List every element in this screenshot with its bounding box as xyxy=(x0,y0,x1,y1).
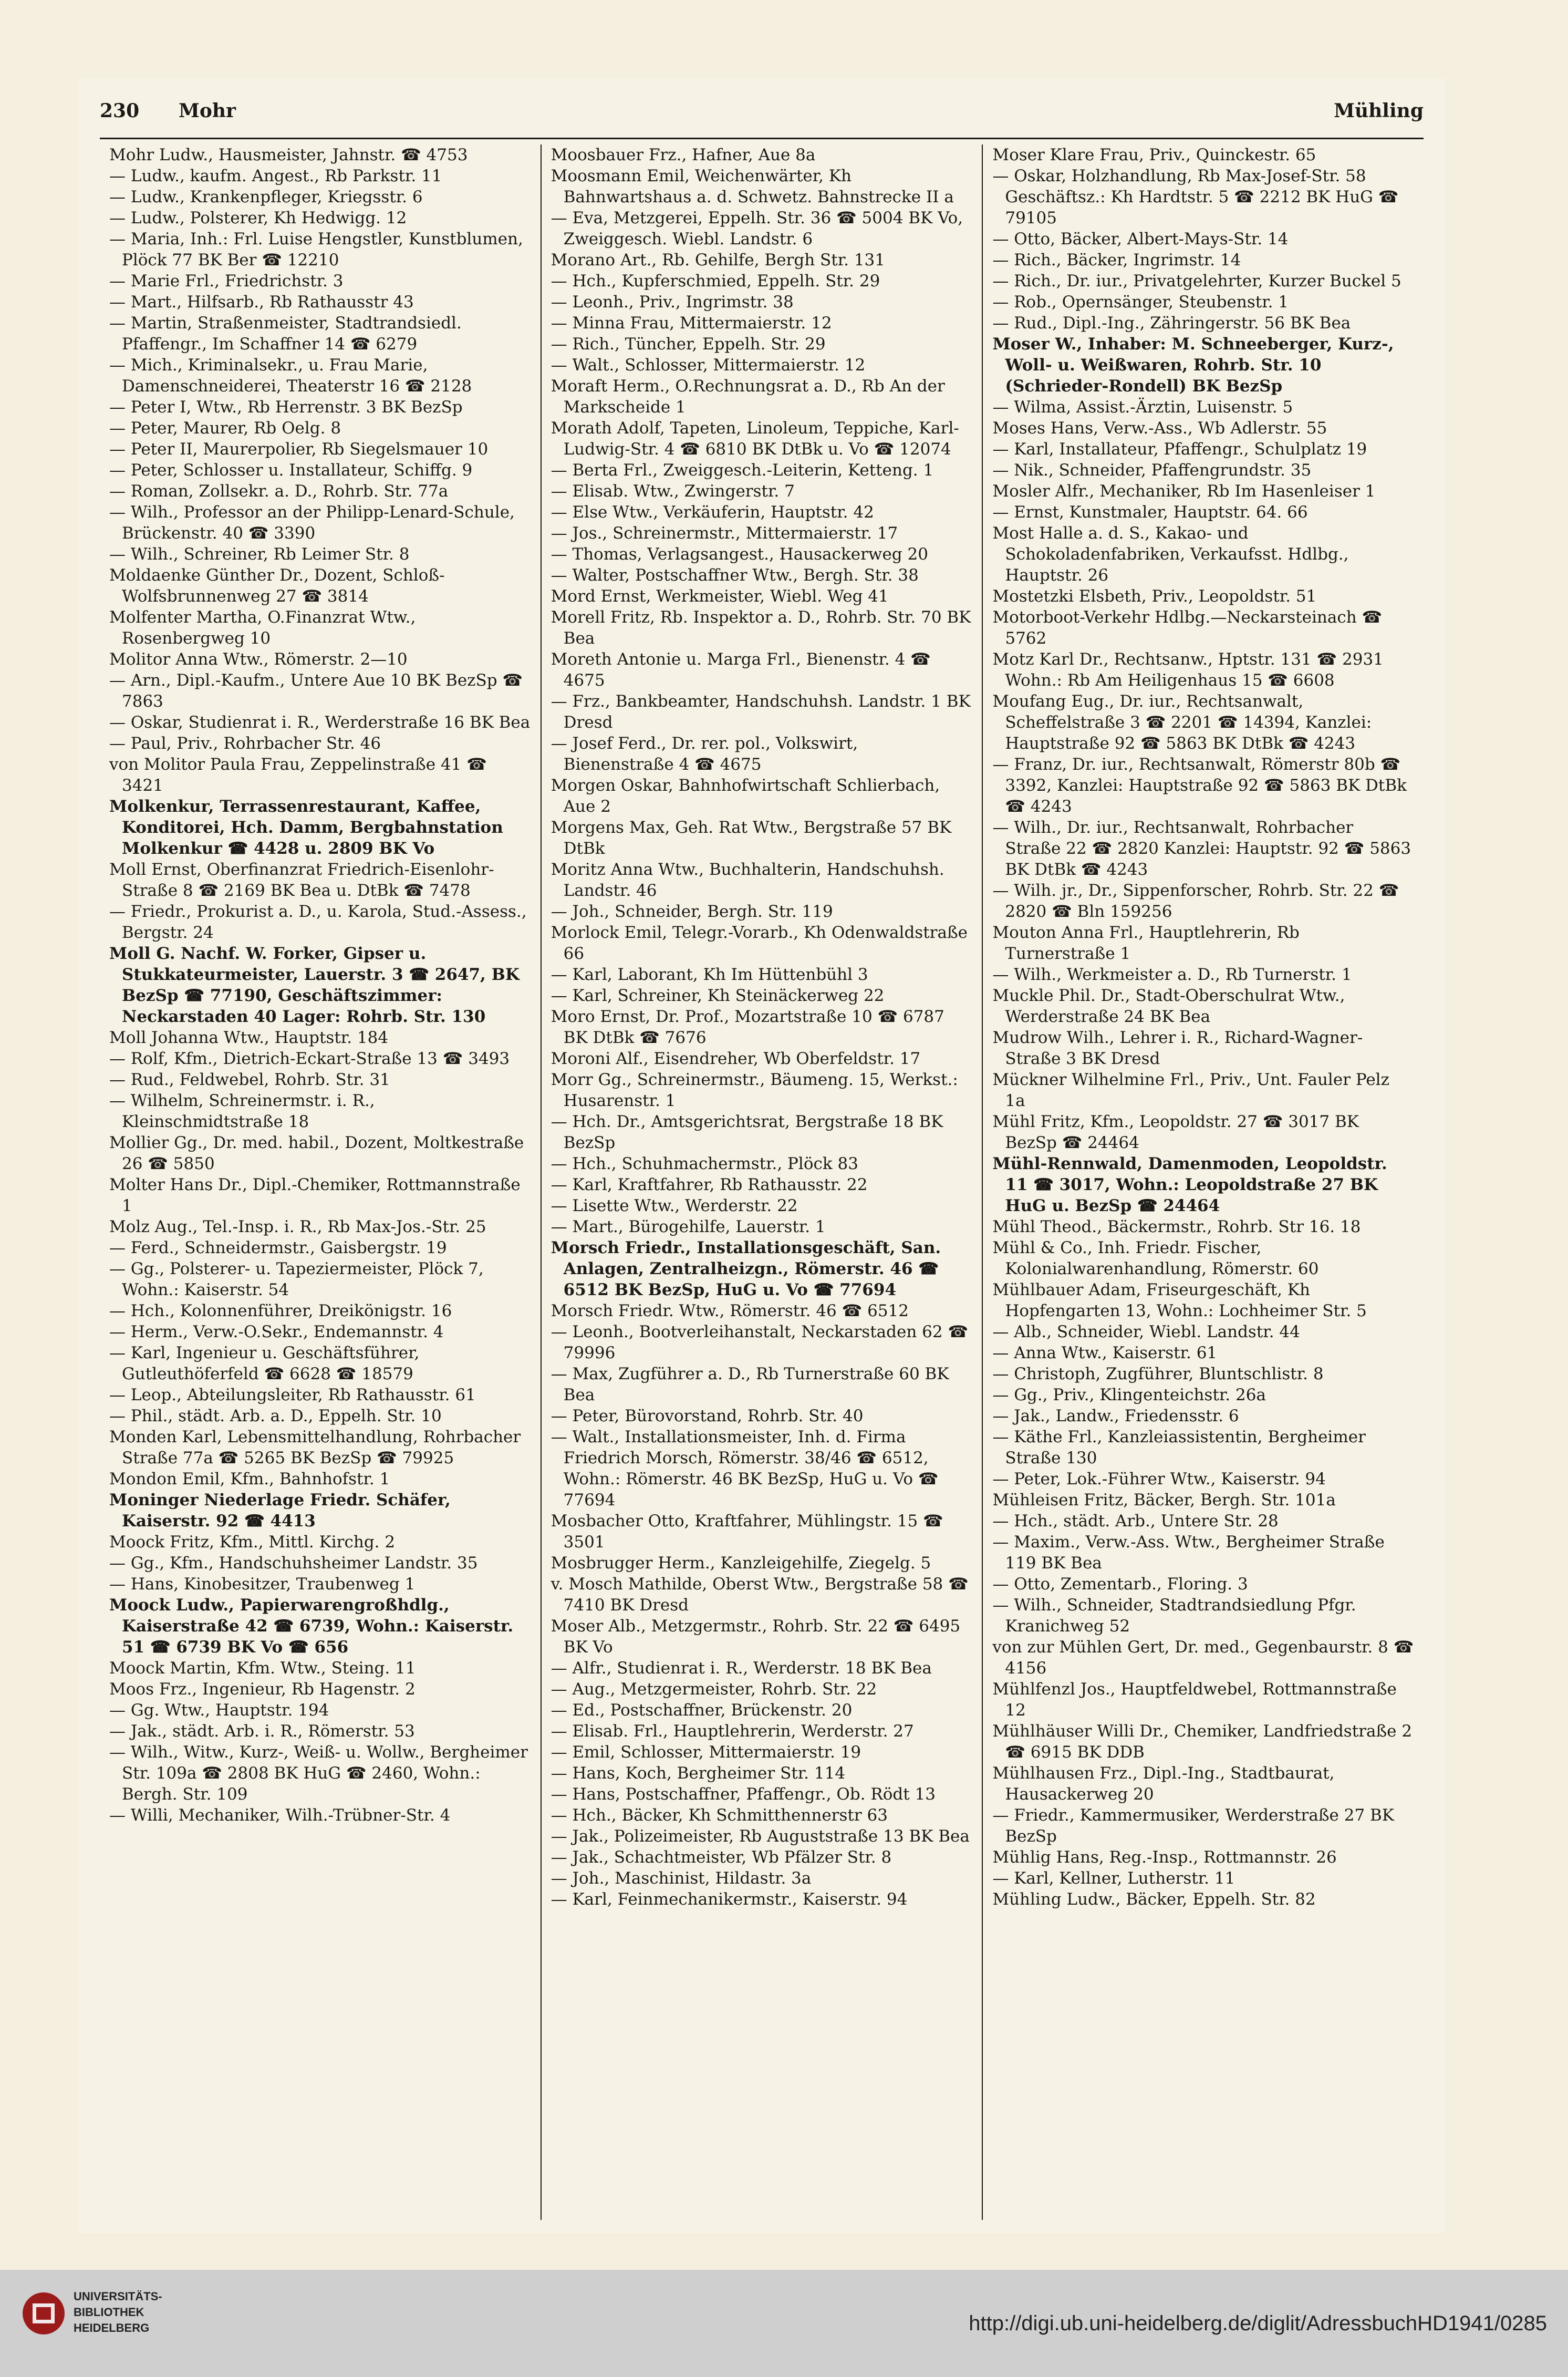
directory-entry: — Elisab. Wtw., Zwingerstr. 7 xyxy=(551,482,795,501)
directory-entry: — Jos., Schreinermstr., Mittermaierstr. 17 xyxy=(551,524,898,543)
directory-entry: Moll Ernst, Oberfinanzrat Friedrich-Eisenlohr-Straße 8 ☎ 2169 BK Bea u. DtBk ☎ 7478 xyxy=(109,860,494,900)
directory-entry: Molter Hans Dr., Dipl.-Chemiker, Rottmannstraße 1 xyxy=(109,1175,521,1215)
directory-entry: — Frz., Bankbeamter, Handschuhsh. Landstr. 1 BK Dresd xyxy=(551,692,971,732)
directory-entry: — Jak., Schachtmeister, Wb Pfälzer Str. 8 xyxy=(551,1848,892,1867)
directory-entry: Morgen Oskar, Bahnhofwirtschaft Schlierbach, Aue 2 xyxy=(551,776,940,816)
directory-entry: — Karl, Feinmechanikermstr., Kaiserstr. 94 xyxy=(551,1890,908,1909)
directory-entry: — Wilh., Witw., Kurz-, Weiß- u. Wollw., Bergheimer Str. 109a ☎ 2808 BK HuG ☎ 2460, Wohn.: Bergh. Str. 109 xyxy=(109,1743,528,1804)
directory-entry: — Hch., Kolonnenführer, Dreikönigstr. 16 xyxy=(109,1301,452,1320)
directory-entry: Moll Johanna Wtw., Hauptstr. 184 xyxy=(109,1028,389,1047)
directory-entry: — Wilh. jr., Dr., Sippenforscher, Rohrb. Str. 22 ☎ 2820 ☎ Bln 159256 xyxy=(992,881,1399,921)
directory-entry: — Peter, Bürovorstand, Rohrb. Str. 40 xyxy=(551,1407,864,1425)
directory-entry: — Marie Frl., Friedrichstr. 3 xyxy=(109,272,344,291)
directory-entry: Muckle Phil. Dr., Stadt-Oberschulrat Wtw., Werderstraße 24 BK Bea xyxy=(992,986,1345,1026)
directory-entry: — Ed., Postschaffner, Brückenstr. 20 xyxy=(551,1701,853,1720)
directory-entry: Mühl & Co., Inh. Friedr. Fischer, Kolonialwarenhandlung, Römerstr. 60 xyxy=(992,1238,1319,1278)
directory-entry: — Wilh., Professor an der Philipp-Lenard-Schule, Brückenstr. 40 ☎ 3390 xyxy=(109,503,515,543)
directory-entry: Moll G. Nachf. W. Forker, Gipser u. Stukkateurmeister, Lauerstr. 3 ☎ 2647, BK BezSp ☎ 77190, Geschäftszimmer: Neckarstaden 40 Lager: Rohrb. Str. 130 xyxy=(109,944,520,1026)
directory-entry: Mühling Ludw., Bäcker, Eppelh. Str. 82 xyxy=(992,1890,1316,1909)
directory-entry: — Friedr., Kammermusiker, Werderstraße 27 BK BezSp xyxy=(992,1806,1394,1846)
directory-entry: — Max, Zugführer a. D., Rb Turnerstraße 60 BK Bea xyxy=(551,1365,949,1404)
directory-entry: Mosbacher Otto, Kraftfahrer, Mühlingstr. 15 ☎ 3501 xyxy=(551,1512,943,1552)
directory-entry: Moser W., Inhaber: M. Schneeberger, Kurz-, Woll- u. Weißwaren, Rohrb. Str. 10 (Schrieder-Rondell) BK BezSp xyxy=(992,335,1394,396)
directory-entry: — Peter, Schlosser u. Installateur, Schiffg. 9 xyxy=(109,461,473,480)
directory-entry: Moreth Antonie u. Marga Frl., Bienenstr. 4 ☎ 4675 xyxy=(551,650,931,690)
directory-entry: — Ferd., Schneidermstr., Gaisbergstr. 19 xyxy=(109,1238,447,1257)
columns xyxy=(100,144,1424,2220)
directory-entry: — Leonh., Bootverleihanstalt, Neckarstaden 62 ☎ 79996 xyxy=(551,1322,969,1362)
directory-entry: Morgens Max, Geh. Rat Wtw., Bergstraße 57 BK DtBk xyxy=(551,818,952,858)
directory-entry: — Rud., Feldwebel, Rohrb. Str. 31 xyxy=(109,1070,390,1089)
directory-entry: Morath Adolf, Tapeten, Linoleum, Teppiche, Karl-Ludwig-Str. 4 ☎ 6810 BK DtBk u. Vo ☎ 12074 xyxy=(551,419,959,459)
directory-entry: — Hch., Bäcker, Kh Schmitthennerstr 63 xyxy=(551,1806,888,1825)
directory-entry: — Martin, Straßenmeister, Stadtrandsiedl. Pfaffengr., Im Schaffner 14 ☎ 6279 xyxy=(109,314,462,354)
directory-entry: — Käthe Frl., Kanzleiassistentin, Bergheimer Straße 130 xyxy=(992,1428,1366,1467)
directory-entry: — Mich., Kriminalsekr., u. Frau Marie, Damenschneiderei, Theaterstr 16 ☎ 2128 xyxy=(109,356,472,396)
directory-entry: — Herm., Verw.-O.Sekr., Endemannstr. 4 xyxy=(109,1322,444,1341)
directory-entry: — Wilh., Schneider, Stadtrandsiedlung Pfgr. Kranichweg 52 xyxy=(992,1596,1356,1636)
directory-entry: — Oskar, Holzhandlung, Rb Max-Josef-Str. 58 Geschäftsz.: Kh Hardtstr. 5 ☎ 2212 BK HuG ☎ 79105 xyxy=(992,167,1399,228)
directory-entry: Morsch Friedr., Installationsgeschäft, San. Anlagen, Zentralheizgn., Römerstr. 46 ☎ 6512 BK BezSp, HuG u. Vo ☎ 77694 xyxy=(551,1238,941,1299)
directory-entry: — Rich., Tüncher, Eppelh. Str. 29 xyxy=(551,335,826,354)
directory-entry: Morsch Friedr. Wtw., Römerstr. 46 ☎ 6512 xyxy=(551,1301,909,1320)
directory-entry: — Maxim., Verw.-Ass. Wtw., Bergheimer Straße 119 BK Bea xyxy=(992,1533,1385,1573)
directory-entry: — Ludw., Polsterer, Kh Hedwigg. 12 xyxy=(109,209,407,228)
directory-entry: — Nik., Schneider, Pfaffengrundstr. 35 xyxy=(992,461,1312,480)
directory-entry: Monden Karl, Lebensmittelhandlung, Rohrbacher Straße 77a ☎ 5265 BK BezSp ☎ 79925 xyxy=(109,1428,521,1467)
directory-entry: — Jak., städt. Arb. i. R., Römerstr. 53 xyxy=(109,1722,415,1741)
directory-entry: Mostetzki Elsbeth, Priv., Leopoldstr. 51 xyxy=(992,587,1317,606)
directory-entry: — Oskar, Studienrat i. R., Werderstraße 16 BK Bea xyxy=(109,713,531,732)
directory-entry: — Franz, Dr. iur., Rechtsanwalt, Römerstr 80b ☎ 3392, Kanzlei: Hauptstraße 92 ☎ 5863 BK DtBk ☎ 4243 xyxy=(992,755,1407,816)
directory-entry: Mosbrugger Herm., Kanzleigehilfe, Ziegelg. 5 xyxy=(551,1554,931,1573)
directory-entry: — Gg., Priv., Klingenteichstr. 26a xyxy=(992,1386,1266,1404)
directory-entry: — Joh., Schneider, Bergh. Str. 119 xyxy=(551,902,833,921)
institution-line-1: UNIVERSITÄTS- xyxy=(74,2290,162,2303)
directory-entry: — Wilh., Dr. iur., Rechtsanwalt, Rohrbacher Straße 22 ☎ 2820 Kanzlei: Hauptstr. 92 ☎ 5863 BK DtBk ☎ 4243 xyxy=(992,818,1411,879)
directory-entry: — Peter, Maurer, Rb Oelg. 8 xyxy=(109,419,341,438)
directory-entry: Moraft Herm., O.Rechnungsrat a. D., Rb An der Markscheide 1 xyxy=(551,377,945,417)
directory-entry: — Leop., Abteilungsleiter, Rb Rathausstr. 61 xyxy=(109,1386,476,1404)
directory-entry: — Josef Ferd., Dr. rer. pol., Volkswirt, Bienenstraße 4 ☎ 4675 xyxy=(551,734,858,774)
directory-entry: — Thomas, Verlagsangest., Hausackerweg 20 xyxy=(551,545,928,564)
directory-entry: Mouton Anna Frl., Hauptlehrerin, Rb Turnerstraße 1 xyxy=(992,923,1300,963)
directory-entry: — Roman, Zollsekr. a. D., Rohrb. Str. 77a xyxy=(109,482,449,501)
source-url[interactable]: http://digi.ub.uni-heidelberg.de/diglit/AdressbuchHD1941/0285 xyxy=(969,2312,1547,2335)
directory-entry: Mosler Alfr., Mechaniker, Rb Im Hasenleiser 1 xyxy=(992,482,1376,501)
directory-entry: Morlock Emil, Telegr.-Vorarb., Kh Odenwaldstraße 66 xyxy=(551,923,968,963)
directory-entry: — Aug., Metzgermeister, Rohrb. Str. 22 xyxy=(551,1680,877,1699)
directory-entry: Moosbauer Frz., Hafner, Aue 8a xyxy=(551,146,816,164)
directory-entry: Mondon Emil, Kfm., Bahnhofstr. 1 xyxy=(109,1470,390,1489)
page-header xyxy=(100,95,1424,131)
directory-entry: Moock Fritz, Kfm., Mittl. Kirchg. 2 xyxy=(109,1533,396,1552)
directory-entry: Mudrow Wilh., Lehrer i. R., Richard-Wagner-Straße 3 BK Dresd xyxy=(992,1028,1363,1068)
directory-entry: von zur Mühlen Gert, Dr. med., Gegenbaurstr. 8 ☎ 4156 xyxy=(992,1638,1414,1678)
directory-entry: — Lisette Wtw., Werderstr. 22 xyxy=(551,1196,798,1215)
directory-entry: Mollier Gg., Dr. med. habil., Dozent, Moltkestraße 26 ☎ 5850 xyxy=(109,1133,524,1173)
column-2 xyxy=(541,144,982,2220)
directory-entry: — Elisab. Frl., Hauptlehrerin, Werderstr. 27 xyxy=(551,1722,914,1741)
directory-entry: — Ludw., kaufm. Angest., Rb Parkstr. 11 xyxy=(109,167,442,185)
directory-entry: — Rich., Bäcker, Ingrimstr. 14 xyxy=(992,251,1241,270)
directory-entry: Motorboot-Verkehr Hdlbg.—Neckarsteinach ☎ 5762 xyxy=(992,608,1383,648)
directory-entry: — Karl, Installateur, Pfaffengr., Schulplatz 19 xyxy=(992,440,1367,459)
directory-entry: — Karl, Kraftfahrer, Rb Rathausstr. 22 xyxy=(551,1175,868,1194)
directory-entry: Mühlhäuser Willi Dr., Chemiker, Landfriedstraße 2 ☎ 6915 BK DDB xyxy=(992,1722,1413,1762)
directory-entry: — Arn., Dipl.-Kaufm., Untere Aue 10 BK BezSp ☎ 7863 xyxy=(109,671,523,711)
directory-entry: — Hans, Koch, Bergheimer Str. 114 xyxy=(551,1764,846,1783)
directory-entry: — Leonh., Priv., Ingrimstr. 38 xyxy=(551,293,794,312)
directory-entry: Morano Art., Rb. Gehilfe, Bergh Str. 131 xyxy=(551,251,886,270)
directory-entry: — Karl, Laborant, Kh Im Hüttenbühl 3 xyxy=(551,965,868,984)
column-1 xyxy=(100,144,541,2220)
directory-entry: Most Halle a. d. S., Kakao- und Schokoladenfabriken, Verkaufsst. Hdlbg., Hauptstr. 26 xyxy=(992,524,1349,585)
left-keyword: Mohr xyxy=(179,100,236,122)
directory-entry: Moroni Alf., Eisendreher, Wb Oberfeldstr. 17 xyxy=(551,1049,921,1068)
directory-entry: Mühlhausen Frz., Dipl.-Ing., Stadtbaurat, Hausackerweg 20 xyxy=(992,1764,1335,1804)
directory-entry: Moser Klare Frau, Priv., Quinckestr. 65 xyxy=(992,146,1316,164)
directory-entry: Mord Ernst, Werkmeister, Wiebl. Weg 41 xyxy=(551,587,889,606)
directory-entry: Mohr Ludw., Hausmeister, Jahnstr. ☎ 4753 xyxy=(109,146,468,164)
directory-entry: — Rud., Dipl.-Ing., Zähringerstr. 56 BK Bea xyxy=(992,314,1351,333)
directory-entry: Morr Gg., Schreinermstr., Bäumeng. 15, Werkst.: Husarenstr. 1 xyxy=(551,1070,958,1110)
directory-entry: Mühl Fritz, Kfm., Leopoldstr. 27 ☎ 3017 BK BezSp ☎ 24464 xyxy=(992,1112,1359,1152)
directory-entry: — Gg., Polsterer- u. Tapeziermeister, Plöck 7, Wohn.: Kaiserstr. 54 xyxy=(109,1259,484,1299)
directory-entry: Moufang Eug., Dr. iur., Rechtsanwalt, Scheffelstraße 3 ☎ 2201 ☎ 14394, Kanzlei: Hauptstraße 92 ☎ 5863 BK DtBk ☎ 4243 xyxy=(992,692,1372,753)
footer-bar xyxy=(0,2270,1568,2377)
directory-entry: — Alfr., Studienrat i. R., Werderstr. 18 BK Bea xyxy=(551,1659,932,1678)
directory-entry: — Wilh., Werkmeister a. D., Rb Turnerstr. 1 xyxy=(992,965,1352,984)
directory-entry: Molfenter Martha, O.Finanzrat Wtw., Rosenbergweg 10 xyxy=(109,608,416,648)
directory-entry: Moock Martin, Kfm. Wtw., Steing. 11 xyxy=(109,1659,416,1678)
directory-entry: — Jak., Landw., Friedensstr. 6 xyxy=(992,1407,1239,1425)
directory-entry: — Ernst, Kunstmaler, Hauptstr. 64. 66 xyxy=(992,503,1308,522)
directory-entry: Moses Hans, Verw.-Ass., Wb Adlerstr. 55 xyxy=(992,419,1327,438)
directory-entry: Moritz Anna Wtw., Buchhalterin, Handschuhsh. Landstr. 46 xyxy=(551,860,944,900)
directory-entry: — Mart., Bürogehilfe, Lauerstr. 1 xyxy=(551,1217,826,1236)
directory-page xyxy=(79,79,1445,2233)
directory-entry: — Christoph, Zugführer, Bluntschlistr. 8 xyxy=(992,1365,1324,1383)
directory-entry: — Minna Frau, Mittermaierstr. 12 xyxy=(551,314,832,333)
directory-entry: — Hans, Kinobesitzer, Traubenweg 1 xyxy=(109,1575,416,1594)
page-number: 230 xyxy=(100,100,140,122)
directory-entry: — Hch., Kupferschmied, Eppelh. Str. 29 xyxy=(551,272,880,291)
directory-entry: — Mart., Hilfsarb., Rb Rathausstr 43 xyxy=(109,293,414,312)
directory-entry: — Phil., städt. Arb. a. D., Eppelh. Str. 10 xyxy=(109,1407,442,1425)
directory-entry: — Wilhelm, Schreinermstr. i. R., Kleinschmidtstraße 18 xyxy=(109,1091,375,1131)
directory-entry: — Peter II, Maurerpolier, Rb Siegelsmauer 10 xyxy=(109,440,489,459)
directory-entry: — Emil, Schlosser, Mittermaierstr. 19 xyxy=(551,1743,861,1762)
directory-entry: Mühleisen Fritz, Bäcker, Bergh. Str. 101a xyxy=(992,1491,1336,1510)
directory-entry: — Friedr., Prokurist a. D., u. Karola, Stud.-Assess., Bergstr. 24 xyxy=(109,902,527,942)
directory-entry: Molitor Anna Wtw., Römerstr. 2—10 xyxy=(109,650,408,669)
directory-entry: — Wilh., Schreiner, Rb Leimer Str. 8 xyxy=(109,545,410,564)
directory-entry: — Jak., Polizeimeister, Rb Auguststraße 13 BK Bea xyxy=(551,1827,970,1846)
directory-entry: Motz Karl Dr., Rechtsanw., Hptstr. 131 ☎ 2931 Wohn.: Rb Am Heiligenhaus 15 ☎ 6608 xyxy=(992,650,1384,690)
directory-entry: — Wilma, Assist.-Ärztin, Luisenstr. 5 xyxy=(992,398,1293,417)
directory-entry: Moser Alb., Metzgermstr., Rohrb. Str. 22 ☎ 6495 BK Vo xyxy=(551,1617,961,1657)
directory-entry: Morell Fritz, Rb. Inspektor a. D., Rohrb. Str. 70 BK Bea xyxy=(551,608,971,648)
directory-entry: — Berta Frl., Zweiggesch.-Leiterin, Ketteng. 1 xyxy=(551,461,934,480)
directory-entry: Moock Ludw., Papierwarengroßhdlg., Kaiserstraße 42 ☎ 6739, Wohn.: Kaiserstr. 51 ☎ 6739 BK Vo ☎ 656 xyxy=(109,1596,514,1657)
directory-entry: — Karl, Kellner, Lutherstr. 11 xyxy=(992,1869,1235,1888)
directory-entry: Mühlbauer Adam, Friseurgeschäft, Kh Hopfengarten 13, Wohn.: Lochheimer Str. 5 xyxy=(992,1280,1367,1320)
directory-entry: — Walt., Installationsmeister, Inh. d. Firma Friedrich Morsch, Römerstr. 38/46 ☎ 6512, Wohn.: Römerstr. 46 BK BezSp, HuG u. Vo ☎ 77694 xyxy=(551,1428,939,1510)
directory-entry: — Eva, Metzgerei, Eppelh. Str. 36 ☎ 5004 BK Vo, Zweiggesch. Wiebl. Landstr. 6 xyxy=(551,209,963,249)
directory-entry: — Alb., Schneider, Wiebl. Landstr. 44 xyxy=(992,1322,1300,1341)
directory-entry: Moosmann Emil, Weichenwärter, Kh Bahnwartshaus a. d. Schwetz. Bahnstrecke II a xyxy=(551,167,954,206)
directory-entry: — Hch., Schuhmachermstr., Plöck 83 xyxy=(551,1154,858,1173)
university-logo-icon xyxy=(21,2291,66,2336)
directory-entry: — Walter, Postschaffner Wtw., Bergh. Str. 38 xyxy=(551,566,919,585)
directory-entry: Mühlfenzl Jos., Hauptfeldwebel, Rottmannstraße 12 xyxy=(992,1680,1397,1720)
directory-entry: — Karl, Schreiner, Kh Steinäckerweg 22 xyxy=(551,986,885,1005)
directory-entry: Mühl-Rennwald, Damenmoden, Leopoldstr. 11 ☎ 3017, Wohn.: Leopoldstraße 27 BK HuG u. BezSp ☎ 24464 xyxy=(992,1154,1387,1215)
directory-entry: — Hans, Postschaffner, Pfaffengr., Ob. Rödt 13 xyxy=(551,1785,936,1804)
institution-line-2: BIBLIOTHEK xyxy=(74,2306,144,2319)
directory-entry: — Paul, Priv., Rohrbacher Str. 46 xyxy=(109,734,381,753)
institution-line-3: HEIDELBERG xyxy=(74,2321,150,2334)
directory-entry: — Otto, Zementarb., Floring. 3 xyxy=(992,1575,1248,1594)
directory-entry: — Gg. Wtw., Hauptstr. 194 xyxy=(109,1701,329,1720)
directory-entry: Mückner Wilhelmine Frl., Priv., Unt. Fauler Pelz 1a xyxy=(992,1070,1389,1110)
header-rule xyxy=(100,138,1424,139)
institution-name xyxy=(74,2289,162,2336)
directory-entry: — Anna Wtw., Kaiserstr. 61 xyxy=(992,1343,1218,1362)
directory-entry: Moninger Niederlage Friedr. Schäfer, Kaiserstr. 92 ☎ 4413 xyxy=(109,1491,451,1531)
directory-entry: Mühl Theod., Bäckermstr., Rohrb. Str 16. 18 xyxy=(992,1217,1361,1236)
directory-entry: — Rob., Opernsänger, Steubenstr. 1 xyxy=(992,293,1289,312)
directory-entry: — Peter I, Wtw., Rb Herrenstr. 3 BK BezSp xyxy=(109,398,463,417)
directory-entry: — Rolf, Kfm., Dietrich-Eckart-Straße 13 ☎ 3493 xyxy=(109,1049,510,1068)
directory-entry: von Molitor Paula Frau, Zeppelinstraße 41 ☎ 3421 xyxy=(109,755,487,795)
directory-entry: — Else Wtw., Verkäuferin, Hauptstr. 42 xyxy=(551,503,874,522)
directory-entry: — Walt., Schlosser, Mittermaierstr. 12 xyxy=(551,356,866,375)
directory-entry: v. Mosch Mathilde, Oberst Wtw., Bergstraße 58 ☎ 7410 BK Dresd xyxy=(551,1575,969,1615)
directory-entry: Mühlig Hans, Reg.-Insp., Rottmannstr. 26 xyxy=(992,1848,1337,1867)
directory-entry: Molkenkur, Terrassenrestaurant, Kaffee, Konditorei, Hch. Damm, Bergbahnstation Molkenkur ☎ 4428 u. 2809 BK Vo xyxy=(109,797,503,858)
directory-entry: — Joh., Maschinist, Hildastr. 3a xyxy=(551,1869,812,1888)
directory-entry: — Gg., Kfm., Handschuhsheimer Landstr. 35 xyxy=(109,1554,478,1573)
directory-entry: — Maria, Inh.: Frl. Luise Hengstler, Kunstblumen, Plöck 77 BK Ber ☎ 12210 xyxy=(109,230,523,270)
directory-entry: — Karl, Ingenieur u. Geschäftsführer, Gutleuthöferfeld ☎ 6628 ☎ 18579 xyxy=(109,1343,420,1383)
directory-entry: — Ludw., Krankenpfleger, Kriegsstr. 6 xyxy=(109,188,423,206)
directory-entry: Moos Frz., Ingenieur, Rb Hagenstr. 2 xyxy=(109,1680,416,1699)
column-3 xyxy=(982,144,1424,2220)
directory-entry: — Willi, Mechaniker, Wilh.-Trübner-Str. 4 xyxy=(109,1806,451,1825)
directory-entry: — Peter, Lok.-Führer Wtw., Kaiserstr. 94 xyxy=(992,1470,1326,1489)
directory-entry: Molz Aug., Tel.-Insp. i. R., Rb Max-Jos.-Str. 25 xyxy=(109,1217,486,1236)
directory-entry: — Otto, Bäcker, Albert-Mays-Str. 14 xyxy=(992,230,1289,249)
directory-entry: Moro Ernst, Dr. Prof., Mozartstraße 10 ☎ 6787 BK DtBk ☎ 7676 xyxy=(551,1007,944,1047)
directory-entry: Moldaenke Günther Dr., Dozent, Schloß-Wolfsbrunnenweg 27 ☎ 3814 xyxy=(109,566,445,606)
directory-entry: — Hch., städt. Arb., Untere Str. 28 xyxy=(992,1512,1279,1531)
directory-entry: — Rich., Dr. iur., Privatgelehrter, Kurzer Buckel 5 xyxy=(992,272,1401,291)
directory-entry: — Hch. Dr., Amtsgerichtsrat, Bergstraße 18 BK BezSp xyxy=(551,1112,943,1152)
right-keyword: Mühling xyxy=(1334,100,1424,122)
